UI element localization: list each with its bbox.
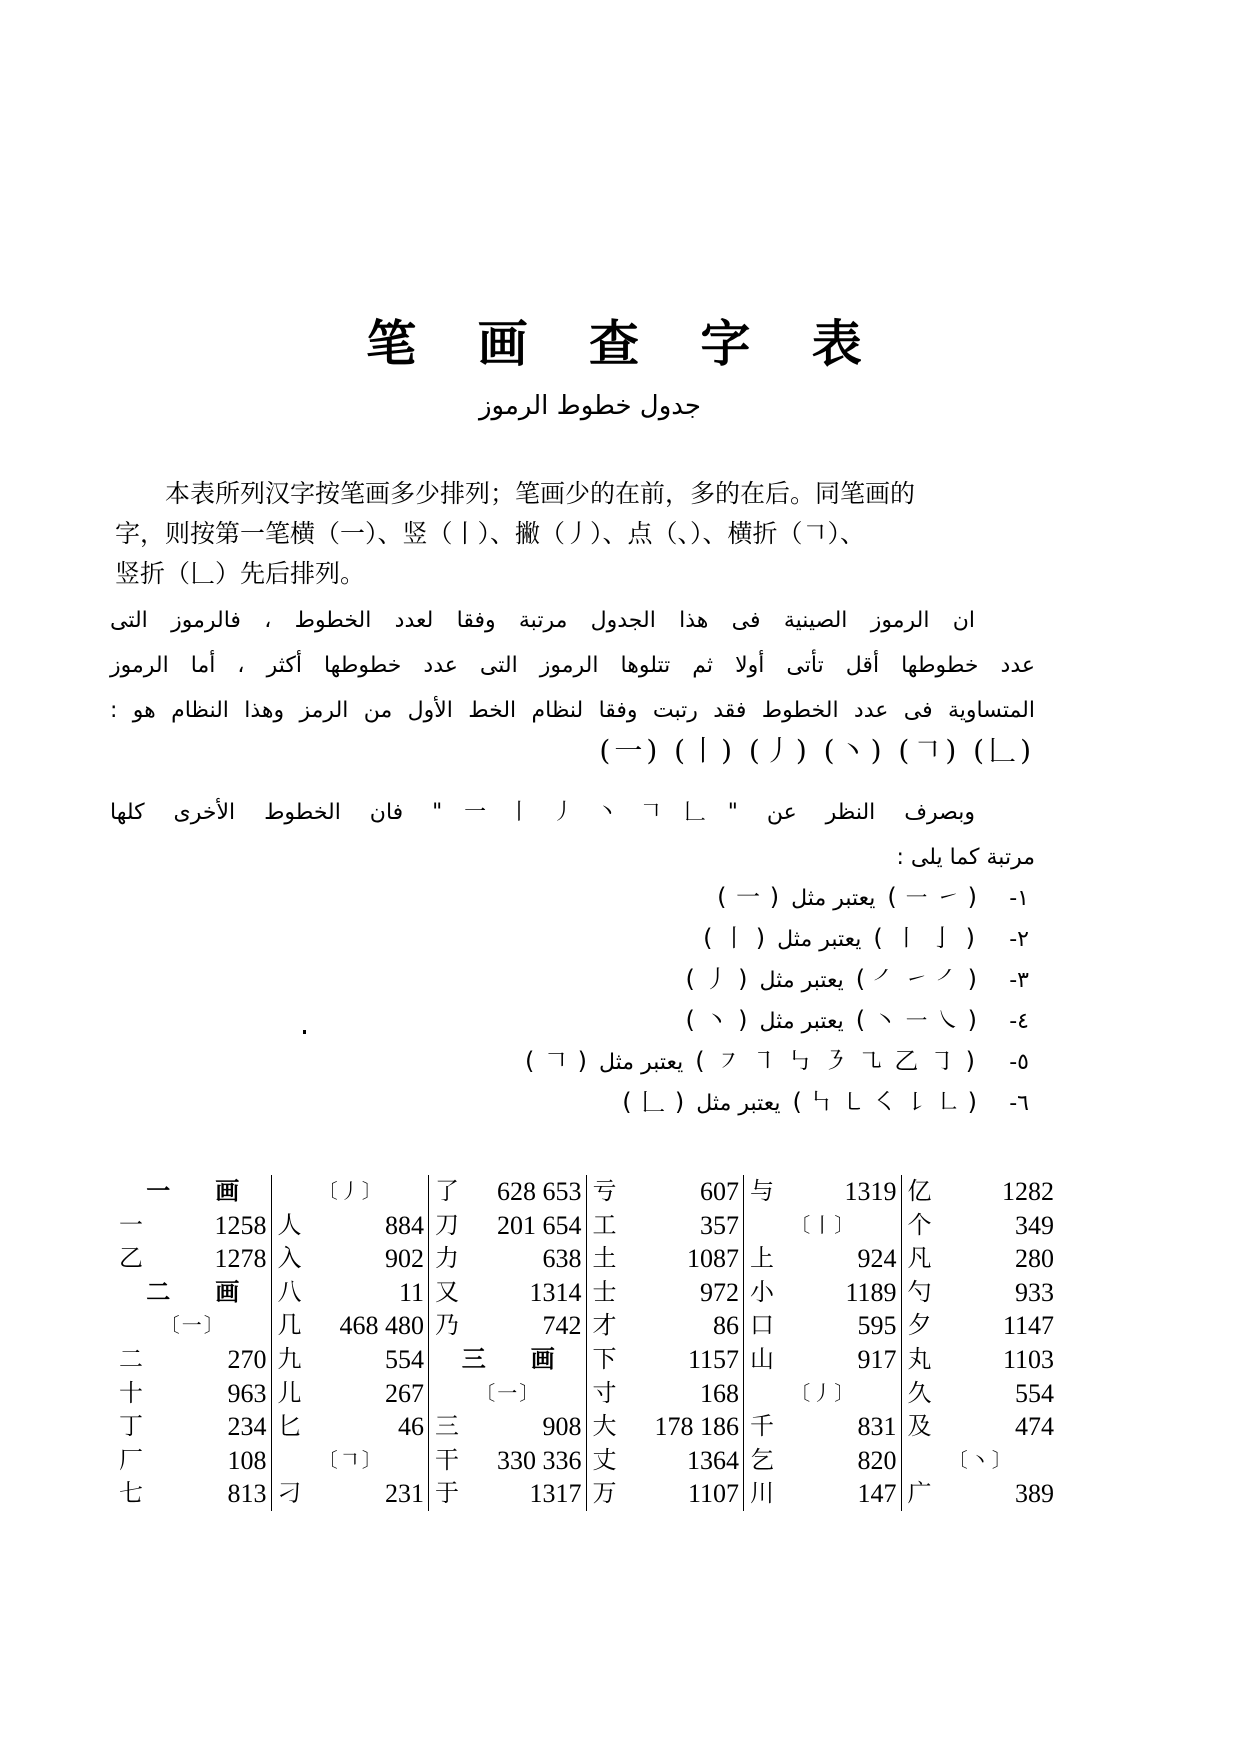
page-reference: 933 bbox=[1015, 1277, 1054, 1307]
first-stroke-subheading bbox=[278, 1444, 425, 1478]
table-row bbox=[278, 1477, 425, 1511]
table-row bbox=[908, 1309, 1055, 1343]
table-row bbox=[435, 1276, 582, 1310]
chinese-intro-line: 竖折（𠃊）先后排列。 bbox=[115, 559, 366, 588]
page-reference: 1147 bbox=[1002, 1311, 1054, 1341]
page-reference: 86 bbox=[713, 1311, 739, 1341]
table-column bbox=[743, 1175, 901, 1511]
table-row bbox=[750, 1410, 897, 1444]
rule-variant-strokes: ( ㇗ ㇙ ㇛ ㇄ ㇞ ) bbox=[792, 1088, 977, 1116]
first-stroke-label: 〔一〕 bbox=[159, 1313, 226, 1338]
page-reference: 147 bbox=[857, 1479, 897, 1509]
chinese-intro-line: 字，则按第一笔横（一）、竖（丨）、撇（丿）、点（、）、横折（𠃍）、 bbox=[115, 519, 866, 548]
table-row bbox=[119, 1209, 267, 1243]
table-column bbox=[428, 1175, 586, 1511]
character: 亏 bbox=[592, 1177, 617, 1205]
character: 凡 bbox=[907, 1244, 932, 1273]
page-reference: 628 653 bbox=[497, 1177, 582, 1206]
page-reference: 972 bbox=[700, 1277, 739, 1307]
character: 人 bbox=[277, 1210, 302, 1239]
table-column bbox=[271, 1175, 429, 1511]
stroke-count-heading bbox=[119, 1175, 267, 1209]
page-reference: 201 654 bbox=[497, 1210, 582, 1240]
first-stroke-subheading bbox=[278, 1175, 425, 1209]
table-row bbox=[908, 1175, 1055, 1209]
character: 丈 bbox=[592, 1445, 617, 1474]
page-reference: 607 bbox=[700, 1177, 739, 1206]
rule-base-stroke: ( 丶 ) bbox=[685, 1006, 748, 1034]
table-row bbox=[278, 1343, 425, 1377]
character: 干 bbox=[435, 1445, 459, 1474]
stroke-count-number: 三 bbox=[461, 1344, 486, 1373]
rule-variant-strokes: ( 亅 ㇑ ) bbox=[873, 924, 977, 952]
character: 儿 bbox=[277, 1378, 302, 1407]
rule-text: يعتبر مثل bbox=[759, 1009, 844, 1034]
page-reference: 742 bbox=[542, 1311, 582, 1341]
stroke-index-table bbox=[113, 1175, 1058, 1511]
rule-base-stroke: ( 丿 ) bbox=[685, 965, 748, 993]
stroke-rules-list bbox=[110, 877, 1035, 1123]
first-stroke-subheading bbox=[908, 1444, 1055, 1478]
table-row bbox=[908, 1242, 1055, 1276]
character: 乃 bbox=[435, 1311, 459, 1340]
table-row bbox=[908, 1343, 1055, 1377]
page-reference: 1317 bbox=[529, 1479, 582, 1509]
table-row bbox=[435, 1209, 582, 1243]
first-stroke-label: 〔一〕 bbox=[475, 1380, 542, 1405]
character: 乞 bbox=[750, 1445, 774, 1474]
arabic-intro-line: المتساوية فى عدد الخطوط فقد رتبت وفقا لنظام الخط الأول من الرمز وهذا النظام هو : bbox=[110, 698, 1035, 723]
character: 丁 bbox=[119, 1412, 143, 1441]
character: 士 bbox=[592, 1277, 617, 1306]
stroke-count-number: 一 bbox=[146, 1177, 171, 1205]
character: 乙 bbox=[119, 1244, 143, 1273]
stroke-count-heading bbox=[119, 1276, 267, 1310]
table-row bbox=[278, 1410, 425, 1444]
page-reference: 595 bbox=[857, 1311, 897, 1341]
table-row bbox=[119, 1343, 267, 1377]
page-reference: 831 bbox=[857, 1412, 897, 1442]
table-row bbox=[435, 1309, 582, 1343]
table-row bbox=[119, 1377, 267, 1411]
stroke-count-number: 二 bbox=[146, 1277, 171, 1306]
character: 寸 bbox=[592, 1378, 617, 1407]
page-reference: 902 bbox=[385, 1244, 424, 1274]
page-reference: 108 bbox=[227, 1445, 267, 1475]
table-row bbox=[593, 1276, 740, 1310]
page-reference: 389 bbox=[1015, 1479, 1054, 1509]
page-reference: 349 bbox=[1015, 1210, 1054, 1240]
character: 亿 bbox=[907, 1177, 932, 1205]
stroke-order-row: (一) (丨) (丿) (丶) (𠃍) (𠃊) bbox=[599, 734, 1035, 767]
character: 上 bbox=[750, 1244, 774, 1273]
page-reference: 1314 bbox=[529, 1277, 582, 1307]
table-row bbox=[119, 1444, 267, 1478]
page-reference: 1258 bbox=[214, 1210, 267, 1240]
page-reference: 1319 bbox=[844, 1177, 897, 1206]
character: 匕 bbox=[277, 1412, 302, 1441]
table-row bbox=[750, 1309, 897, 1343]
table-column bbox=[586, 1175, 744, 1511]
stroke-rule-item bbox=[110, 1000, 1035, 1041]
table-row bbox=[593, 1343, 740, 1377]
page-reference: 924 bbox=[857, 1244, 897, 1274]
page-reference: 1103 bbox=[1002, 1344, 1054, 1374]
page-reference: 884 bbox=[385, 1210, 424, 1240]
character: 七 bbox=[119, 1479, 143, 1508]
character: 土 bbox=[592, 1244, 617, 1273]
character: 力 bbox=[435, 1244, 459, 1273]
character: 才 bbox=[592, 1311, 617, 1340]
rule-number: ٦- bbox=[1009, 1091, 1029, 1116]
first-stroke-label: 〔𠃍〕 bbox=[317, 1447, 384, 1472]
arabic-note-line: وبصرف النظر عن "一丨丿丶𠃍𠃊" فان الخطوط الأخرى كلها bbox=[110, 800, 975, 825]
table-row bbox=[593, 1309, 740, 1343]
page-reference: 813 bbox=[227, 1479, 267, 1509]
character: 山 bbox=[750, 1344, 774, 1373]
page-reference: 908 bbox=[542, 1412, 582, 1442]
rule-text: يعتبر مثل bbox=[599, 1050, 684, 1075]
first-stroke-label: 〔丶〕 bbox=[947, 1447, 1014, 1472]
character: 及 bbox=[907, 1412, 932, 1441]
rule-text: يعتبر مثل bbox=[777, 927, 862, 952]
table-row bbox=[435, 1444, 582, 1478]
character: 下 bbox=[592, 1344, 617, 1373]
table-row bbox=[435, 1477, 582, 1511]
page-reference: 1189 bbox=[845, 1277, 897, 1307]
table-row bbox=[119, 1242, 267, 1276]
page-reference: 168 bbox=[700, 1378, 739, 1408]
stroke-rule-item bbox=[110, 1082, 1035, 1123]
table-row bbox=[278, 1309, 425, 1343]
table-row bbox=[593, 1377, 740, 1411]
rule-number: ٣- bbox=[1009, 968, 1029, 993]
character: 个 bbox=[907, 1210, 932, 1239]
stroke-rule-item bbox=[110, 918, 1035, 959]
character: 工 bbox=[592, 1210, 617, 1239]
character: 千 bbox=[750, 1412, 774, 1441]
page-reference: 554 bbox=[385, 1344, 424, 1374]
stroke-rule-item bbox=[110, 877, 1035, 918]
stroke-rule-item bbox=[110, 959, 1035, 1000]
character: 九 bbox=[277, 1344, 302, 1373]
table-column bbox=[113, 1175, 271, 1511]
character: 了 bbox=[435, 1177, 459, 1205]
rule-variant-strokes: ( ㇏ ㇐ ㇔ ) bbox=[855, 1006, 977, 1034]
stroke-count-label: 画 bbox=[215, 1277, 240, 1306]
table-row bbox=[593, 1175, 740, 1209]
stroke-count-label: 画 bbox=[530, 1344, 555, 1373]
page-reference: 917 bbox=[857, 1344, 897, 1374]
stroke-count-label: 画 bbox=[215, 1177, 240, 1205]
page-reference: 638 bbox=[542, 1244, 582, 1274]
first-stroke-subheading bbox=[750, 1377, 897, 1411]
page-reference: 963 bbox=[227, 1378, 267, 1408]
table-row bbox=[278, 1276, 425, 1310]
character: 三 bbox=[435, 1412, 459, 1441]
rule-base-stroke: ( 𠃍 ) bbox=[525, 1047, 587, 1075]
character: 广 bbox=[907, 1479, 932, 1508]
page-reference: 1087 bbox=[687, 1244, 739, 1274]
table-row bbox=[593, 1444, 740, 1478]
character: 勺 bbox=[907, 1277, 932, 1306]
character: 大 bbox=[592, 1412, 617, 1441]
table-row bbox=[593, 1242, 740, 1276]
page-reference: 280 bbox=[1015, 1244, 1054, 1274]
page-reference: 1282 bbox=[1002, 1177, 1054, 1206]
stroke-count-heading bbox=[435, 1343, 582, 1377]
character: 川 bbox=[750, 1479, 774, 1508]
page-reference: 1157 bbox=[687, 1344, 739, 1374]
rule-variant-strokes: ( ㇀ ㇐ ) bbox=[887, 883, 977, 911]
character: 二 bbox=[119, 1344, 143, 1373]
page-reference: 270 bbox=[227, 1344, 267, 1374]
character: 刀 bbox=[435, 1210, 459, 1239]
page-reference: 1364 bbox=[687, 1445, 739, 1475]
first-stroke-label: 〔丿〕 bbox=[790, 1380, 857, 1405]
table-row bbox=[750, 1175, 897, 1209]
character: 久 bbox=[907, 1378, 932, 1407]
table-row bbox=[908, 1477, 1055, 1511]
table-row bbox=[119, 1410, 267, 1444]
character: 口 bbox=[750, 1311, 774, 1340]
page-reference: 1278 bbox=[214, 1244, 267, 1274]
character: 一 bbox=[119, 1210, 143, 1239]
rule-text: يعتبر مثل bbox=[791, 886, 876, 911]
table-row bbox=[593, 1410, 740, 1444]
page-reference: 474 bbox=[1015, 1412, 1054, 1442]
table-row bbox=[435, 1410, 582, 1444]
rule-variant-strokes: ( ㇒ ㇀ ㇒ ) bbox=[855, 965, 977, 993]
stroke-rule-item bbox=[110, 1041, 1035, 1082]
table-column bbox=[901, 1175, 1059, 1511]
table-row bbox=[750, 1242, 897, 1276]
character: 于 bbox=[435, 1479, 459, 1508]
rule-text: يعتبر مثل bbox=[759, 968, 844, 993]
first-stroke-label: 〔丿〕 bbox=[317, 1179, 384, 1203]
character: 十 bbox=[119, 1378, 143, 1407]
page-reference: 267 bbox=[385, 1378, 424, 1408]
table-row bbox=[119, 1477, 267, 1511]
rule-number: ٢- bbox=[1009, 927, 1029, 952]
arabic-note-paragraph bbox=[110, 790, 1035, 880]
table-row bbox=[278, 1242, 425, 1276]
page-reference: 554 bbox=[1015, 1378, 1054, 1408]
table-row bbox=[750, 1444, 897, 1478]
table-row bbox=[435, 1242, 582, 1276]
rule-variant-strokes: ( ㇆ 乙 ㇈ ㇋ ㇉ ㇕ ㇇ ) bbox=[695, 1047, 977, 1075]
rule-number: ٥- bbox=[1009, 1050, 1029, 1075]
character: 几 bbox=[277, 1311, 302, 1340]
chinese-intro-paragraph bbox=[115, 474, 1055, 594]
page-reference: 330 336 bbox=[497, 1445, 582, 1475]
page-reference: 357 bbox=[700, 1210, 739, 1240]
print-artifact-dot bbox=[303, 1030, 306, 1034]
arabic-intro-line: عدد خطوطها أقل تأتى أولا ثم تتلوها الرموز التى عدد خطوطها أكثر ، أما الرموز bbox=[110, 653, 1035, 678]
page-reference: 231 bbox=[385, 1479, 424, 1509]
character: 小 bbox=[750, 1277, 774, 1306]
first-stroke-subheading bbox=[119, 1309, 267, 1343]
page-reference: 820 bbox=[857, 1445, 897, 1475]
table-row bbox=[908, 1410, 1055, 1444]
rule-text: يعتبر مثل bbox=[696, 1091, 781, 1116]
table-row bbox=[435, 1175, 582, 1209]
table-row bbox=[908, 1209, 1055, 1243]
page-reference: 468 480 bbox=[339, 1311, 424, 1341]
table-row bbox=[750, 1477, 897, 1511]
character: 刁 bbox=[277, 1479, 302, 1508]
character: 八 bbox=[277, 1277, 302, 1306]
first-stroke-subheading bbox=[435, 1377, 582, 1411]
arabic-note-line: مرتبة كما يلى : bbox=[896, 845, 1035, 870]
rule-base-stroke: ( 𠃊 ) bbox=[622, 1088, 685, 1116]
table-row bbox=[593, 1209, 740, 1243]
table-row bbox=[908, 1276, 1055, 1310]
arabic-intro-paragraph bbox=[110, 598, 1035, 733]
character: 厂 bbox=[119, 1445, 143, 1474]
page-reference: 11 bbox=[398, 1277, 424, 1307]
character: 又 bbox=[435, 1277, 459, 1306]
table-row bbox=[278, 1209, 425, 1243]
page-reference: 234 bbox=[227, 1412, 267, 1442]
page-reference: 46 bbox=[398, 1412, 424, 1442]
first-stroke-subheading bbox=[750, 1209, 897, 1243]
arabic-intro-line: ان الرموز الصينية فى هذا الجدول مرتبة وفقا لعدد الخطوط ، فالرموز التى bbox=[110, 608, 975, 633]
rule-number: ٤- bbox=[1009, 1009, 1029, 1034]
table-row bbox=[593, 1477, 740, 1511]
character: 夕 bbox=[907, 1311, 932, 1340]
rule-number: ١- bbox=[1009, 886, 1029, 911]
page-reference: 1107 bbox=[687, 1479, 739, 1509]
table-row bbox=[750, 1343, 897, 1377]
character: 万 bbox=[592, 1479, 617, 1508]
first-stroke-label: 〔丨〕 bbox=[790, 1212, 857, 1237]
character: 与 bbox=[750, 1177, 774, 1205]
chinese-intro-line: 本表所列汉字按笔画多少排列；笔画少的在前，多的在后。同笔画的 bbox=[165, 479, 916, 508]
character: 入 bbox=[277, 1244, 302, 1273]
character: 丸 bbox=[907, 1344, 932, 1373]
table-row bbox=[278, 1377, 425, 1411]
table-row bbox=[750, 1276, 897, 1310]
page-title: 笔 画 查 字 表 bbox=[366, 315, 884, 373]
rule-base-stroke: ( 丨 ) bbox=[703, 924, 766, 952]
arabic-subtitle: جدول خطوط الرموز bbox=[479, 391, 701, 421]
table-row bbox=[908, 1377, 1055, 1411]
page-reference: 178 186 bbox=[654, 1412, 739, 1442]
rule-base-stroke: ( 一 ) bbox=[717, 883, 780, 911]
